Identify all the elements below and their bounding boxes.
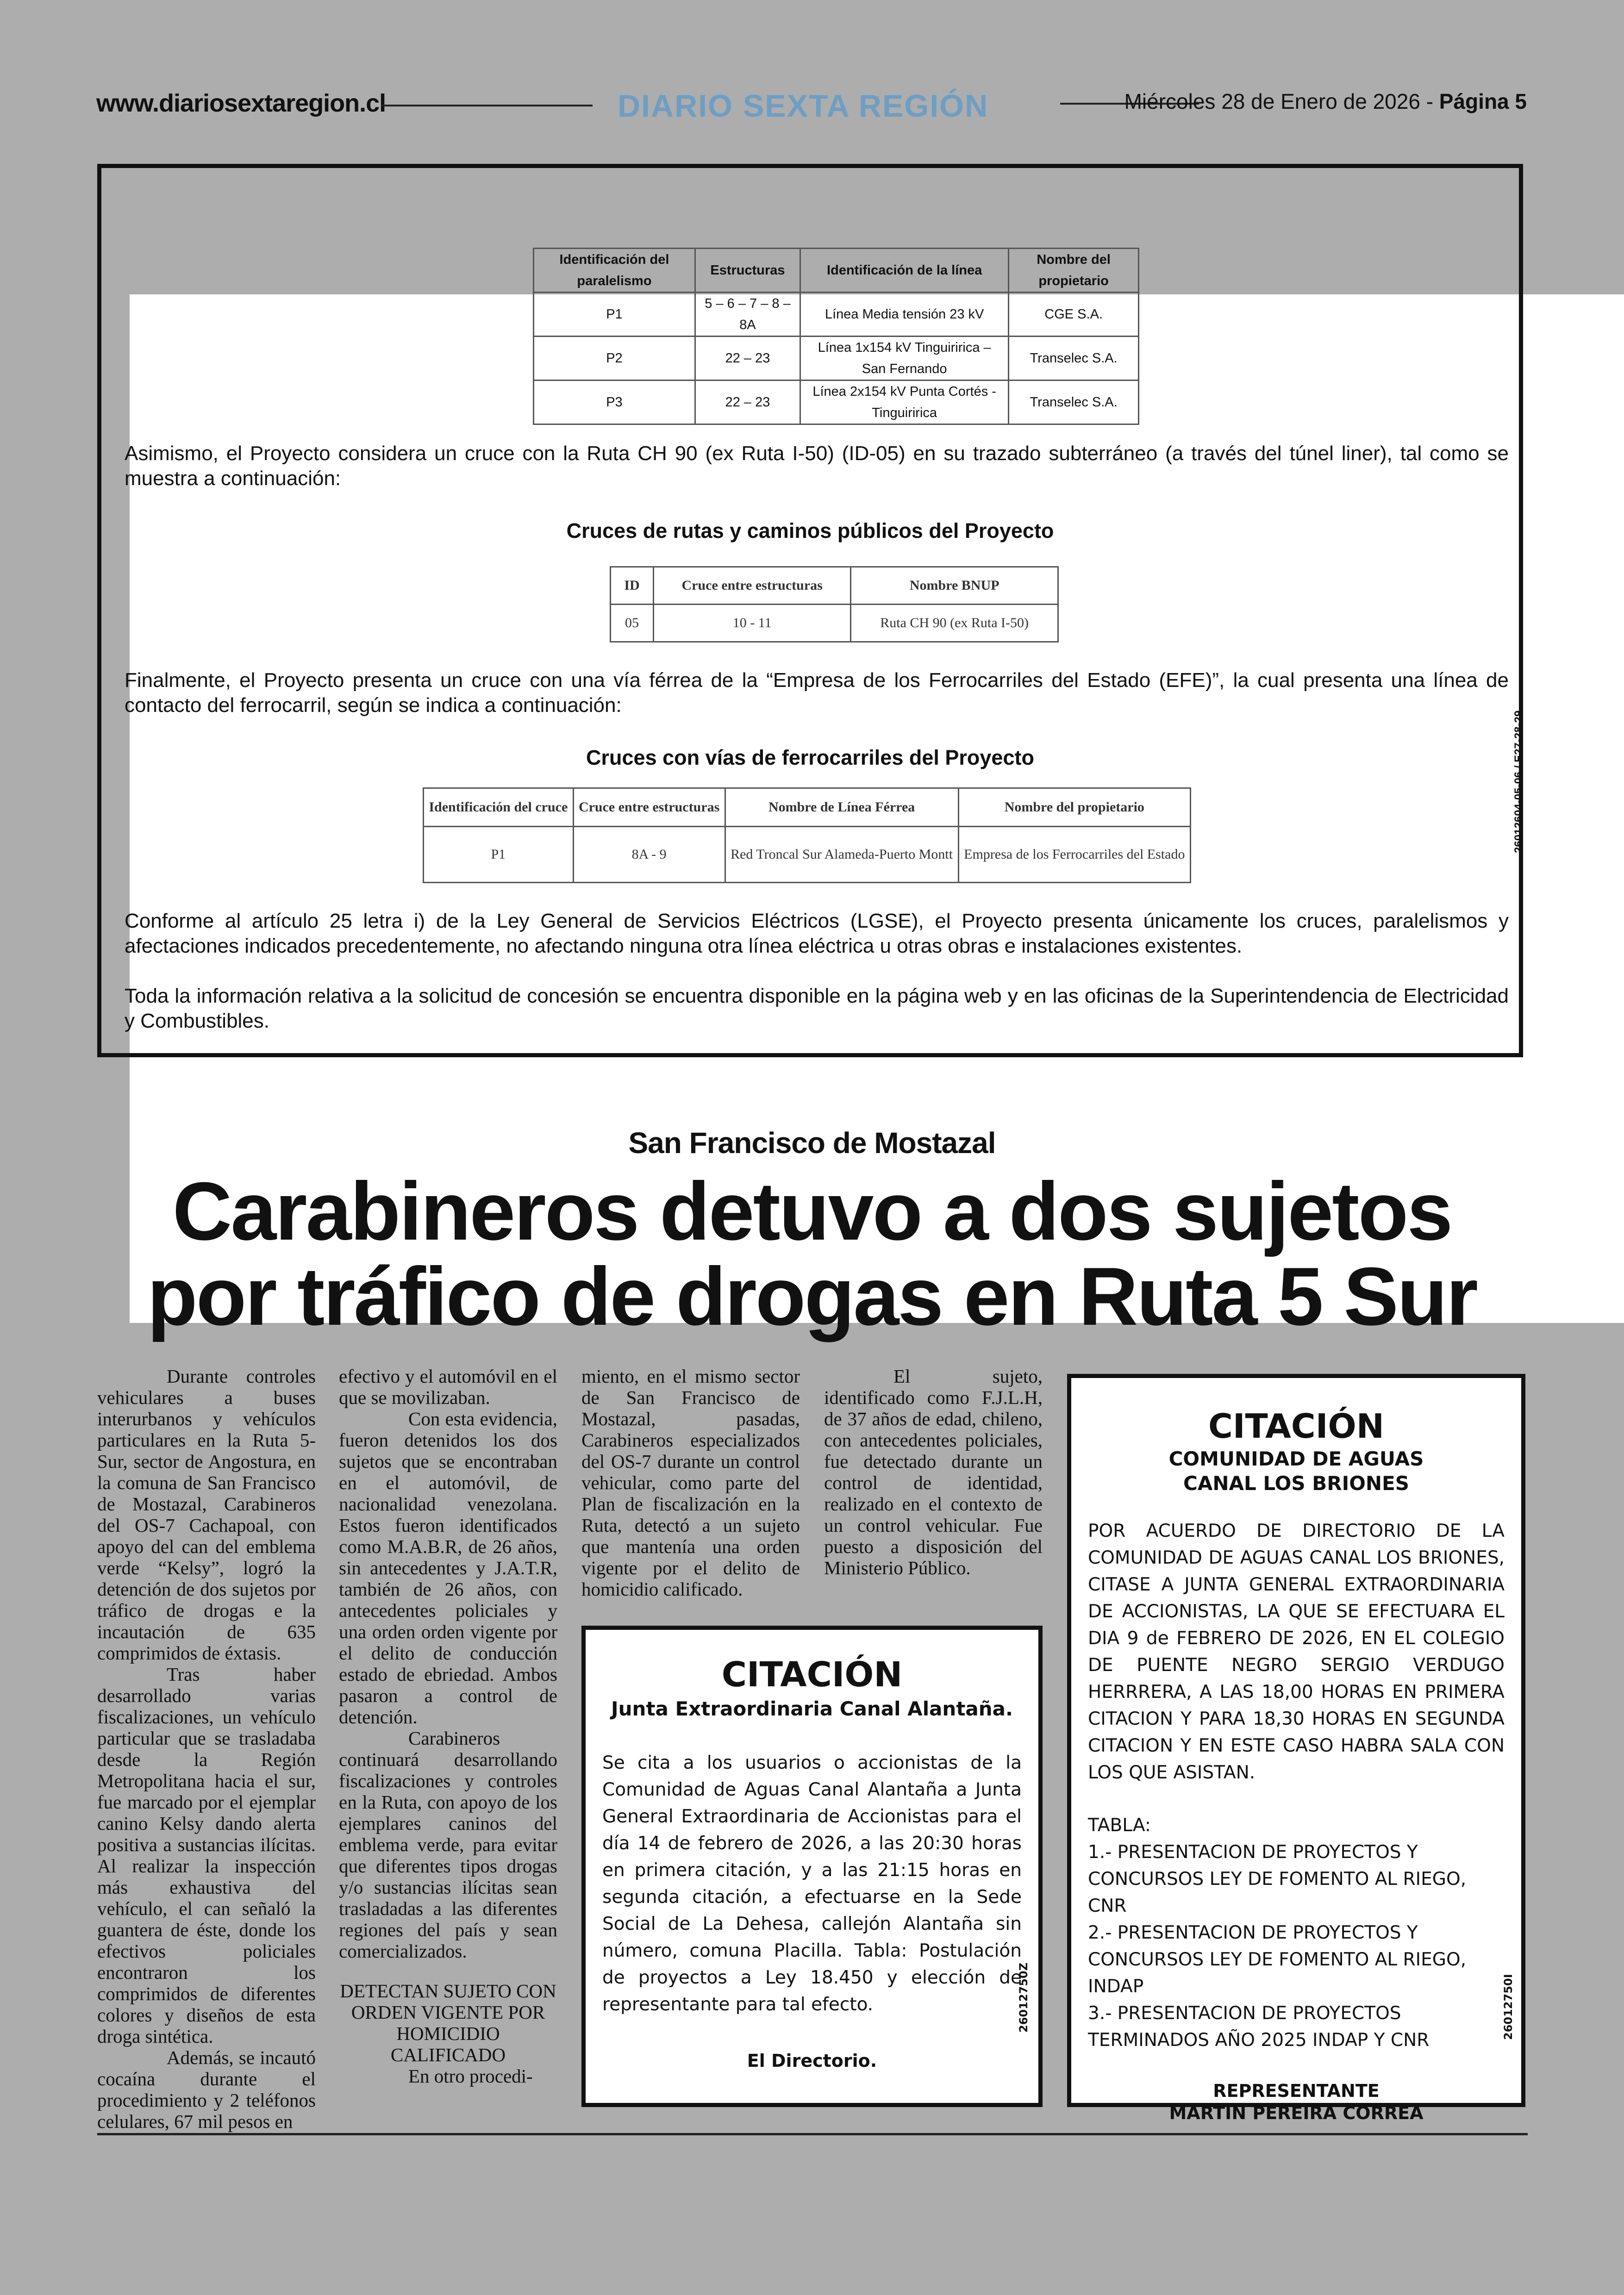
- tabla-item: 1.- PRESENTACION DE PROYECTOS Y CONCURSOS LEY DE FOMENTO AL RIEGO, CNR: [1088, 1842, 1467, 1916]
- article-subheading: DETECTAN SUJETO CON ORDEN VIGENTE POR HOMICIDIO CALIFICADO: [340, 1980, 556, 2065]
- table-cell: Línea 1x154 kV Tinguiririca – San Fernando: [800, 337, 1009, 380]
- article-paragraph: El sujeto, identificado como F.J.L.H, de 37 años de edad, chileno, con antecedentes policiales, fue detectado durante un control de identidad, realizado en el contexto de un control vehicular. Fue puesto a disposición del Ministerio Público.: [824, 1366, 1043, 1578]
- article-paragraph: efectivo y el automóvil en el que se movilizaban.: [339, 1366, 557, 1408]
- notice-code: 26012604-05-06 / E27-28-29: [1512, 710, 1525, 853]
- issue-date: [1124, 89, 1527, 114]
- table-cell: Transelec S.A.: [1009, 337, 1139, 380]
- rutas-title: Cruces de rutas y caminos públicos del Proyecto: [566, 519, 1054, 543]
- notice-paragraph: Asimismo, el Proyecto considera un cruce con la Ruta CH 90 (ex Ruta I-50) (ID-05) en su trazado subterráneo (a través del túnel liner), tal como se muestra a continuación:: [125, 442, 1509, 490]
- table-cell: P2: [534, 337, 695, 380]
- table-row: [534, 380, 1139, 424]
- table-header: Cruce entre estructuras: [573, 788, 725, 827]
- citacion-signature: El Directorio.: [747, 2051, 877, 2071]
- table-cell: 10 - 11: [654, 605, 851, 642]
- table-cell: Ruta CH 90 (ex Ruta I-50): [851, 605, 1058, 642]
- table-row: [611, 605, 1058, 642]
- table-header: Identificación del paralelismo: [534, 249, 695, 293]
- table-cell: P1: [534, 293, 695, 337]
- article-paragraph: Además, se incautó cocaína durante el procedimiento y 2 teléfonos celulares, 67 mil pesos en: [97, 2047, 316, 2132]
- table-row: [534, 337, 1139, 380]
- citacion-subtitle: CANAL LOS BRIONES: [1183, 1472, 1409, 1495]
- article-headline: [0, 1165, 1624, 1342]
- citacion-subtitle: Junta Extraordinaria Canal Alantaña.: [611, 1697, 1013, 1720]
- citacion-body: POR ACUERDO DE DIRECTORIO DE LA COMUNIDAD DE AGUAS CANAL LOS BRIONES, CITASE A JUNTA GENERAL EXTRAORDINARIA DE ACCIONISTAS, LA QUE SE EFECTUARA EL DIA 9 de FEBRERO DE 2026, EN EL COLEGIO DE PUENTE NEGRO SERGIO VERDUGO HERRRERA, A LAS 18,00 HORAS EN PRIMERA CITACION Y PARA 18,30 HORAS EN SEGUNDA CITACION Y EN ESTE CASO HABRA SALA CON LOS QUE ASISTAN.: [1088, 1521, 1505, 1783]
- article-paragraph: Tras haber desarrollado varias fiscalizaciones, un vehículo particular que se trasladaba desde la Región Metropolitana hacia el sur, fue marcado por el ejemplar canino Kelsy dando alerta positiva a sustancias ilícitas. Al realizar la inspección más exhaustiva del vehículo, el can señaló la guantera de éste, donde los efectivos policiales encontraron los comprimidos de diferentes colores y diseños de esta droga sintética.: [97, 1664, 316, 2047]
- paralelismos-table: [533, 248, 1139, 425]
- table-header: Nombre del propietario: [1009, 249, 1139, 293]
- headline-line: por tráfico de drogas en Ruta 5 Sur: [147, 1250, 1477, 1342]
- table-cell: Línea 2x154 kV Punta Cortés - Tinguiririca: [800, 380, 1009, 424]
- article-column-1: [97, 1366, 316, 2132]
- representante-name: MARTIN PEREIRA CORREA: [1169, 2103, 1424, 2123]
- date-text: Miércoles 28 de Enero de 2026 -: [1124, 89, 1439, 113]
- tabla-label: TABLA:: [1088, 1815, 1151, 1836]
- header-rule-left: [381, 105, 593, 106]
- notice-paragraph: Conforme al artículo 25 letra i) de la Ley General de Servicios Eléctricos (LGSE), el Proyecto presenta únicamente los cruces, paralelismos y afectaciones indicados precedentemente, no afectando ninguna otra línea eléctrica u otras obras e instalaciones existentes.: [125, 910, 1509, 957]
- citacion-subtitle: COMUNIDAD DE AGUAS: [1168, 1447, 1424, 1470]
- citacion-title: CITACIÓN: [1208, 1407, 1384, 1446]
- table-cell: 5 – 6 – 7 – 8 – 8A: [695, 293, 800, 337]
- article-paragraph: Con esta evidencia, fueron detenidos los dos sujetos que se encontraban en el automóvil, de nacionalidad venezolana. Estos fueron identificados como M.A.B.R, de 26 años, sin antecedentes y J.A.T.R, también de 26 años, con antecedentes policiales y una orden orden vigente por el delito de conducción estado de ebriedad. Ambos pasaron a control de detención.: [339, 1408, 557, 1727]
- article-kicker: San Francisco de Mostazal: [628, 1126, 996, 1160]
- table-header: Nombre BNUP: [851, 567, 1058, 605]
- table-header: Estructuras: [695, 249, 800, 293]
- citacion-title: CITACIÓN: [721, 1655, 903, 1695]
- table-cell: P3: [534, 380, 695, 424]
- notice-paragraph: Finalmente, el Proyecto presenta un cruce con una vía férrea de la “Empresa de los Ferrocarriles del Estado (EFE)”, la cual presenta una línea de contacto del ferrocarril, según se indica a continuación:: [125, 669, 1509, 717]
- table-cell: Empresa de los Ferrocarriles del Estado: [958, 827, 1190, 883]
- representante-label: REPRESENTANTE: [1213, 2081, 1380, 2101]
- table-cell: 22 – 23: [695, 337, 800, 380]
- ad-code: 26012750Z: [1017, 1963, 1030, 2033]
- ferrocarriles-table: [423, 787, 1191, 883]
- page-header: [0, 83, 1624, 125]
- table-header: Identificación de la línea: [800, 249, 1009, 293]
- table-cell: CGE S.A.: [1009, 293, 1139, 337]
- table-cell: Línea Media tensión 23 kV: [800, 293, 1009, 337]
- notice-paragraph: Toda la información relativa a la solicitud de concesión se encuentra disponible en la página web y en las oficinas de la Superintendencia de Electricidad y Combustibles.: [125, 985, 1509, 1032]
- citacion-body: Se cita a los usuarios o accionistas de la Comunidad de Aguas Canal Alantaña a Junta General Extraordinaria de Accionistas para el día 14 de febrero de 2026, a las 20:30 horas en primera citación, y a las 21:15 horas en segunda citación, a efectuarse en la Sede Social de La Dehesa, callejón Alantaña sin número, comuna Placilla. Tabla: Postulación de proyectos a Ley 18.450 y elección de representante para tal efecto.: [602, 1752, 1022, 2015]
- table-header: Cruce entre estructuras: [654, 567, 851, 605]
- rutas-table: [610, 566, 1059, 642]
- table-cell: 05: [611, 605, 654, 642]
- article-column-4: [824, 1366, 1043, 1578]
- legal-notice-box: [97, 164, 1523, 1057]
- citacion-alantana-box: [581, 1626, 1043, 2107]
- article-column-3: [581, 1366, 800, 1600]
- table-cell: P1: [424, 827, 574, 883]
- table-cell: Red Troncal Sur Alameda-Puerto Montt: [725, 827, 958, 883]
- table-row: [534, 293, 1139, 337]
- article-paragraph: En otro procedi-: [408, 2065, 533, 2087]
- table-header: ID: [611, 567, 654, 605]
- table-header: Identificación del cruce: [424, 788, 574, 827]
- masthead-title: DIARIO SEXTA REGIÓN: [618, 88, 989, 124]
- article-paragraph: Durante controles vehiculares a buses interurbanos y vehículos particulares en la Ruta 5-Sur, sector de Angostura, en la comuna de San Francisco de Mostazal, Carabineros del OS-7 Cachapoal, con apoyo del can del emblema verde “Kelsy”, logró la detención de dos sujetos por tráfico de drogas e la incautación de 635 comprimidos de éxtasis.: [97, 1366, 316, 1664]
- article-column-2: [339, 1366, 557, 2087]
- article-paragraph: miento, en el mismo sector de San Francisco de Mostazal, pasadas, Carabineros especializados del OS-7 durante un control vehicular, como parte del Plan de fiscalización en la Ruta, detectó a un sujeto que mantenía una orden vigente por el delito de homicidio calificado.: [581, 1366, 800, 1600]
- tabla-item: 3.- PRESENTACION DE PROYECTOS TERMINADOS AÑO 2025 INDAP Y CNR: [1088, 2003, 1430, 2051]
- footer-rule: [97, 2133, 1528, 2135]
- site-url[interactable]: www.diariosextaregion.cl: [96, 89, 386, 117]
- headline-line: Carabineros detuvo a dos sujetos: [172, 1165, 1452, 1257]
- tabla-item: 2.- PRESENTACION DE PROYECTOS Y CONCURSOS LEY DE FOMENTO AL RIEGO, INDAP: [1088, 1922, 1467, 1997]
- page-number: Página 5: [1439, 89, 1527, 113]
- table-header: Nombre del propietario: [958, 788, 1190, 827]
- table-header: Nombre de Línea Férrea: [725, 788, 958, 827]
- ferro-title: Cruces con vías de ferrocarriles del Proyecto: [586, 746, 1034, 769]
- table-cell: 22 – 23: [695, 380, 800, 424]
- ad-code: 26012750I: [1502, 1974, 1515, 2040]
- table-cell: 8A - 9: [573, 827, 725, 883]
- citacion-briones-box: [1067, 1374, 1525, 2123]
- table-row: [424, 827, 1191, 883]
- table-cell: Transelec S.A.: [1009, 380, 1139, 424]
- article-paragraph: Carabineros continuará desarrollando fiscalizaciones y controles en la Ruta, con apoyo de los ejemplares caninos del emblema verde, para evitar que diferentes tipos drogas y/o sustancias ilícitas sean trasladadas a las diferentes regiones del país y sean comercializados.: [339, 1727, 557, 1962]
